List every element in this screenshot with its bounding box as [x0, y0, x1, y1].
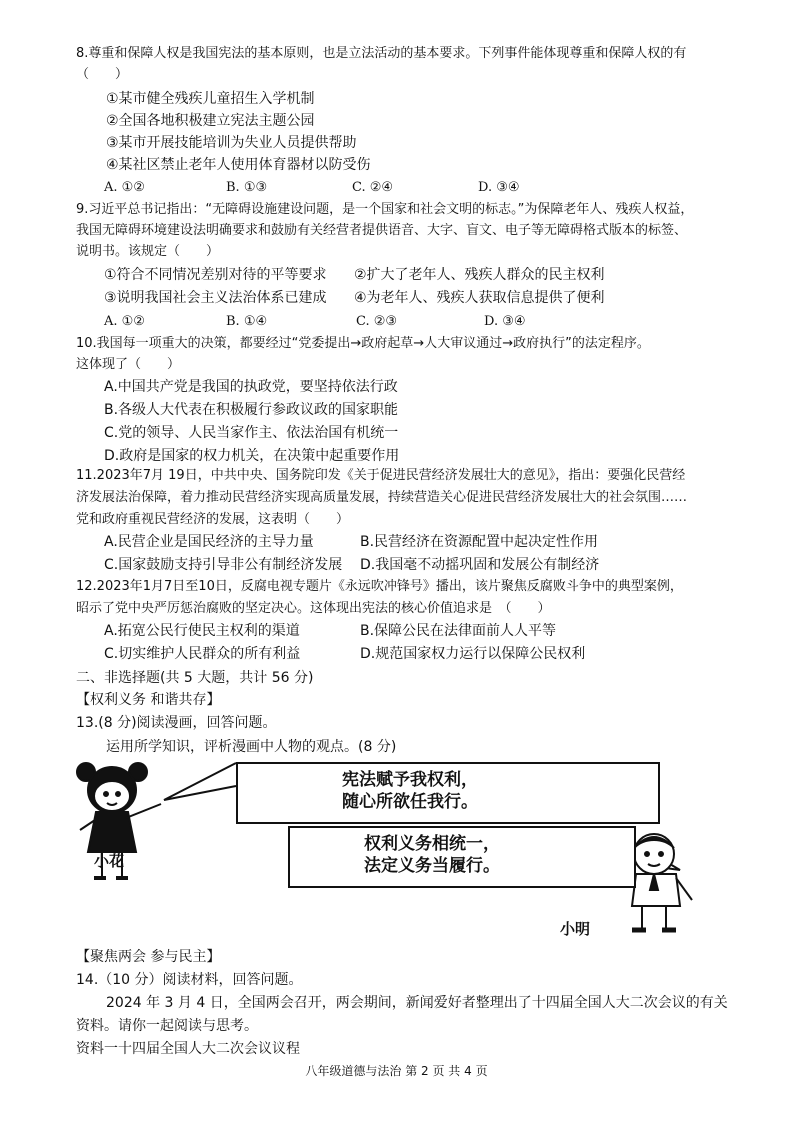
q8-paren: （ ） — [76, 67, 129, 82]
q14-text-line2: 资料。请你一起阅读与思考。 — [76, 1018, 258, 1034]
q8-item-2: ②全国各地积极建立宪法主题公园 — [106, 113, 315, 129]
q12-option-b: B.保障公民在法律面前人人平等 — [360, 623, 557, 639]
bubble-xiaohua-line2: 随心所欲任我行。 — [342, 792, 478, 812]
q10-option-c: C.党的领导、人民当家作主、依法治国有机统一 — [104, 425, 399, 441]
bubble-xiaohua-line1: 宪法赋予我权利， — [342, 770, 478, 790]
q8-item-1: ①某市健全残疾儿童招生入学机制 — [106, 91, 315, 107]
q12-stem-line1: 12.2023年1月7日至10日，反腐电视专题片《永远吹冲锋号》播出，该片聚焦反腐败斗争中的典型案例， — [76, 579, 683, 594]
q12-stem-line2: 昭示了党中央严厉惩治腐败的坚定决心。这体现出宪法的核心价值追求是 （ ） — [76, 601, 551, 616]
q12-option-d: D.规范国家权力运行以保障公民权利 — [360, 646, 586, 662]
q8-option-d: D. ③④ — [478, 180, 520, 195]
q9-option-a: A. ①② — [104, 314, 145, 329]
q10-stem-line1: 10.我国每一项重大的决策，都要经过“党委提出→政府起草→人大审议通过→政府执行”的法定程序。 — [76, 336, 650, 351]
q11-option-c: C.国家鼓励支持引导非公有制经济发展 — [104, 557, 343, 573]
q9-option-b: B. ①④ — [226, 314, 268, 329]
block-heading-rights: 【权利义务 和谐共存】 — [76, 692, 221, 708]
q9-item-3: ③说明我国社会主义法治体系已建成 — [104, 290, 327, 306]
page-footer: 八年级道德与法治 第 2 页 共 4 页 — [305, 1064, 488, 1078]
q12-option-c: C.切实维护人民群众的所有利益 — [104, 646, 301, 662]
q11-option-b: B.民营经济在资源配置中起决定性作用 — [360, 534, 599, 550]
q8-option-a: A. ①② — [104, 180, 145, 195]
q13-stem: 13.(8 分)阅读漫画，回答问题。 — [76, 715, 277, 731]
q8-option-c: C. ②④ — [352, 180, 394, 195]
q9-stem-line1: 9.习近平总书记指出：“无障碍设施建设问题，是一个国家和社会文明的标志。”为保障老年人、残疾人权益， — [76, 202, 694, 217]
q14-text-line1: 2024 年 3 月 4 日，全国两会召开，两会期间，新闻爱好者整理出了十四届全国人大二次会议的有关 — [106, 995, 728, 1011]
bubble-xiaoming-line2: 法定义务当履行。 — [364, 856, 500, 876]
q13-task: 运用所学知识，评析漫画中人物的观点。(8 分) — [106, 739, 397, 755]
q11-option-a: A.民营企业是国民经济的主导力量 — [104, 534, 314, 550]
q8-item-3: ③某市开展技能培训为失业人员提供帮助 — [106, 135, 357, 151]
q9-item-1: ①符合不同情况差别对待的平等要求 — [104, 267, 327, 283]
section-title: 二、非选择题(共 5 大题，共计 56 分) — [76, 670, 314, 686]
q11-stem-line1: 11.2023年7月 19日，中共中央、国务院印发《关于促进民营经济发展壮大的意见》，指出：要强化民营经 — [76, 468, 686, 483]
q14-material-title: 资料一十四届全国人大二次会议议程 — [76, 1041, 300, 1057]
q9-item-2: ②扩大了老年人、残疾人群众的民主权利 — [354, 267, 605, 283]
character-name-xiaohua: 小花 — [94, 852, 125, 870]
q10-option-d: D.政府是国家的权力机关，在决策中起重要作用 — [104, 448, 400, 464]
q11-option-d: D.我国毫不动摇巩固和发展公有制经济 — [360, 557, 600, 573]
q9-stem-line2: 我国无障碍环境建设法明确要求和鼓励有关经营者提供语音、大字、盲文、电子等无障碍格式版本的标签、 — [76, 223, 688, 238]
q8-stem: 8.尊重和保障人权是我国宪法的基本原则，也是立法活动的基本要求。下列事件能体现尊重和保障人权的有 — [76, 46, 687, 61]
character-name-xiaoming: 小明 — [560, 920, 591, 938]
q14-stem: 14.（10 分）阅读材料，回答问题。 — [76, 972, 303, 988]
q10-option-b: B.各级人大代表在积极履行参政议政的国家职能 — [104, 402, 399, 418]
q8-item-4: ④某社区禁止老年人使用体育器材以防受伤 — [106, 157, 371, 173]
q10-stem-line2: 这体现了（ ） — [76, 357, 181, 372]
q9-option-d: D. ③④ — [484, 314, 526, 329]
q9-item-4: ④为老年人、残疾人获取信息提供了便利 — [354, 290, 605, 306]
q11-stem-line3: 党和政府重视民营经济的发展，这表明（ ） — [76, 512, 350, 527]
q11-stem-line2: 济发展法治保障，着力推动民营经济实现高质量发展，持续营造关心促进民营经济发展壮大的社会氛围…… — [76, 490, 688, 505]
q9-stem-line3: 说明书。该规定（ ） — [76, 244, 220, 259]
q12-option-a: A.拓宽公民行使民主权利的渠道 — [104, 623, 300, 639]
block-heading-democracy: 【聚焦两会 参与民主】 — [76, 949, 221, 965]
bubble-xiaoming-line1: 权利义务相统一， — [364, 834, 500, 854]
q10-option-a: A.中国共产党是我国的执政党，要坚持依法行政 — [104, 379, 398, 395]
q9-option-c: C. ②③ — [356, 314, 398, 329]
q8-option-b: B. ①③ — [226, 180, 268, 195]
